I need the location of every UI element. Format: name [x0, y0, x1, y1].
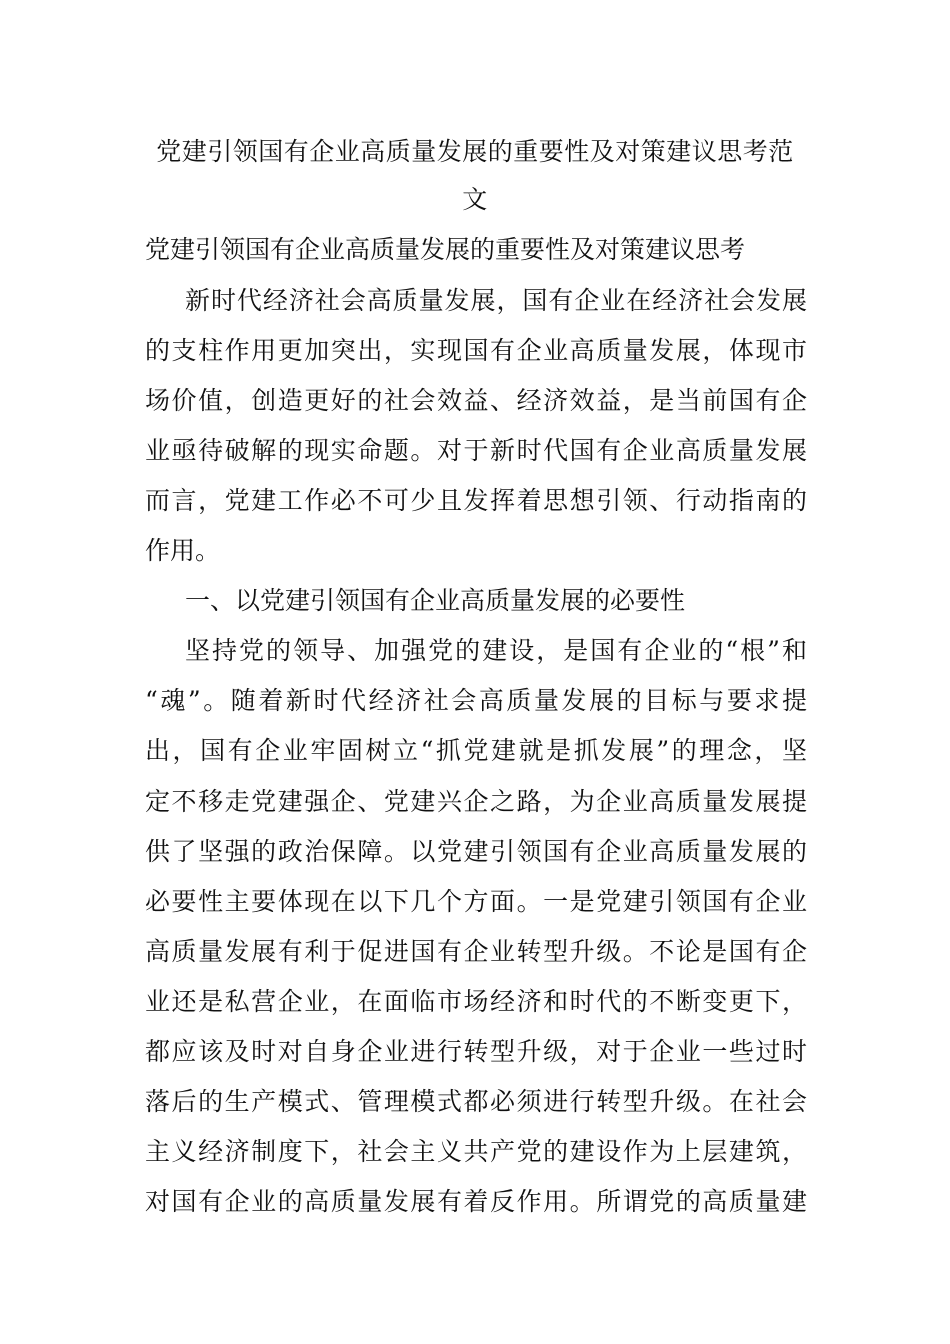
- paragraph-2-line-12: 对国有企业的高质量发展有着反作用。所谓党的高质量建: [145, 1187, 807, 1216]
- paragraph-2-line-10: 落后的生产模式、管理模式都必须进行转型升级。在社会: [145, 1087, 807, 1116]
- paragraph-2-line-11: 主义经济制度下，社会主义共产党的建设作为上层建筑，: [145, 1137, 807, 1166]
- paragraph-2-line-5: 供了坚强的政治保障。以党建引领国有企业高质量发展的: [145, 837, 807, 866]
- paragraph-1-line-6: 作用。: [145, 536, 221, 565]
- paragraph-1-line-3: 场价值，创造更好的社会效益、经济效益，是当前国有企: [145, 386, 807, 415]
- paragraph-2-line-6: 必要性主要体现在以下几个方面。一是党建引领国有企业: [145, 887, 807, 916]
- paragraph-2-line-7: 高质量发展有利于促进国有企业转型升级。不论是国有企: [145, 937, 807, 966]
- document-title-line-1: 党建引领国有企业高质量发展的重要性及对策建议思考范: [156, 137, 794, 166]
- paragraph-2-line-9: 都应该及时对自身企业进行转型升级，对于企业一些过时: [145, 1037, 807, 1066]
- paragraph-2-line-8: 业还是私营企业，在面临市场经济和时代的不断变更下，: [145, 987, 807, 1016]
- section-heading-1: 一、以党建引领国有企业高质量发展的必要性: [185, 586, 686, 615]
- paragraph-2-line-1: 坚持党的领导、加强党的建设，是国有企业的“根”和: [185, 636, 807, 665]
- paragraph-2-line-3: 出，国有企业牢固树立“抓党建就是抓发展”的理念，坚: [145, 736, 807, 765]
- paragraph-1-line-2: 的支柱作用更加突出，实现国有企业高质量发展，体现市: [145, 336, 807, 365]
- paragraph-2-line-4: 定不移走党建强企、党建兴企之路，为企业高质量发展提: [145, 787, 807, 816]
- paragraph-1-line-1: 新时代经济社会高质量发展，国有企业在经济社会发展: [185, 286, 807, 315]
- document-title-line-2: 文: [462, 185, 488, 214]
- paragraph-1-line-4: 业亟待破解的现实命题。对于新时代国有企业高质量发展: [145, 436, 807, 465]
- paragraph-2-line-2: “魂”。随着新时代经济社会高质量发展的目标与要求提: [145, 686, 807, 715]
- paragraph-1-line-5: 而言，党建工作必不可少且发挥着思想引领、行动指南的: [145, 486, 807, 515]
- document-subtitle: 党建引领国有企业高质量发展的重要性及对策建议思考: [145, 235, 746, 264]
